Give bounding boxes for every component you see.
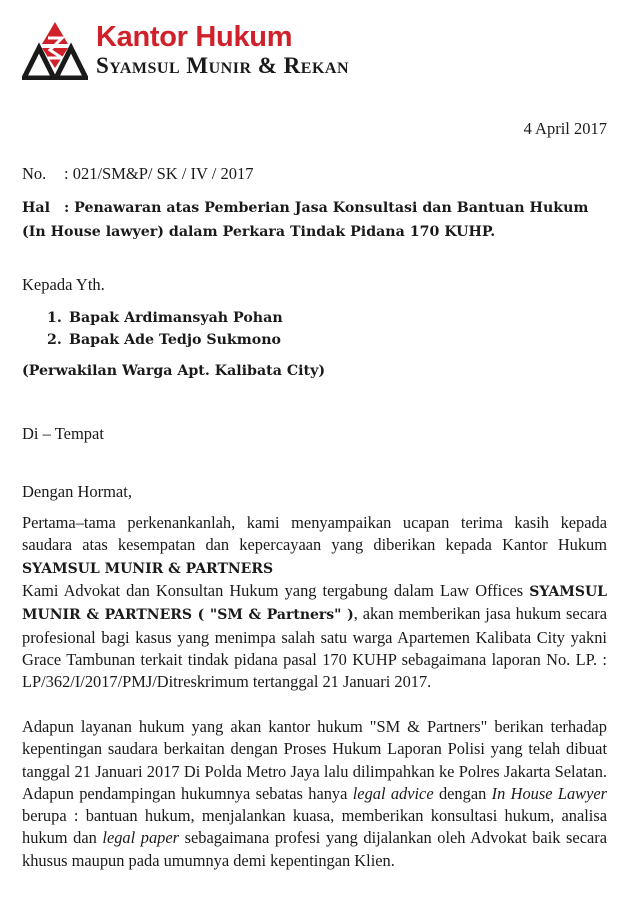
letter-date: 4 April 2017 (523, 119, 607, 138)
triangle-s-logo-icon (22, 20, 88, 80)
recipient-item: 2. Bapak Ade Tedjo Sukmono (47, 332, 282, 348)
recipient-list (47, 307, 283, 351)
firm-name-bold: SYAMSUL MUNIR & PARTNERS (22, 560, 274, 577)
firm-name-bold: SYAMSUL MUNIR & PARTNERS ( "SM & Partners" ) (22, 584, 607, 624)
salutation: Dengan Hormat, (22, 482, 132, 501)
subject-label: Hal (22, 200, 50, 216)
letterhead (22, 18, 442, 80)
letter-subject (22, 196, 607, 244)
subject-value: : Penawaran atas Pemberian Jasa Konsultasi dan Bantuan Hukum (In House lawyer) dalam Perkara Tindak Pidana 170 KUHP. (22, 200, 589, 240)
addressee-place: Di – Tempat (22, 424, 104, 443)
paragraph-3: Adapun layanan hukum yang akan kantor hukum "SM & Partners" berikan terhadap kepentingan saudara berkaitan dengan Proses Hukum Laporan Polisi yang telah dibuat tanggal 21 Januari 2017 Di Polda Metro Jaya lalu dilimpahkan ke Polres Jakarta Selatan. Adapun pendampingan hukumnya sebatas hanya legal advice dengan In House Lawyer berupa : bantuan hukum, menjalankan kuasa, memberikan konsultasi hukum, analisa hukum dan legal paper sebagaimana profesi yang dijalankan oleh Advokat baik secara khusus maupun pada umumnya demi kepentingan Klien. (22, 717, 608, 870)
addressee-greeting: Kepada Yth. (22, 275, 105, 294)
firm-name-line1: Kantor Hukum (96, 21, 293, 53)
recipient-item: 1. Bapak Ardimansyah Pohan (47, 310, 283, 326)
paragraph-2: Kami Advokat dan Konsultan Hukum yang tergabung dalam Law Offices SYAMSUL MUNIR & PARTNERS ( "SM & Partners" ), akan memberikan jasa hukum secara profesional bagi kasus yang menimpa salah satu warga Apartemen Kalibata City yakni Grace Tambunan terkait tindak pidana pasal 170 KUHP sebagaimana laporan No. LP. : LP/362/I/2017/PMJ/Ditreskrimum tertanggal 21 Januari 2017. (22, 581, 607, 692)
paragraph-1: Pertama–tama perkenankanlah, kami menyampaikan ucapan terima kasih kepada saudara atas kesempatan dan kepercayaan yang diberikan kepada Kantor Hukum SYAMSUL MUNIR & PARTNERS (22, 513, 607, 577)
recipient-group: (Perwakilan Warga Apt. Kalibata City) (22, 363, 326, 379)
firm-name-line2: Syamsul Munir & Rekan (96, 53, 350, 78)
number-value: : 021/SM&P/ SK / IV / 2017 (64, 164, 254, 183)
number-label: No. (22, 164, 47, 183)
letter-number (22, 163, 253, 185)
